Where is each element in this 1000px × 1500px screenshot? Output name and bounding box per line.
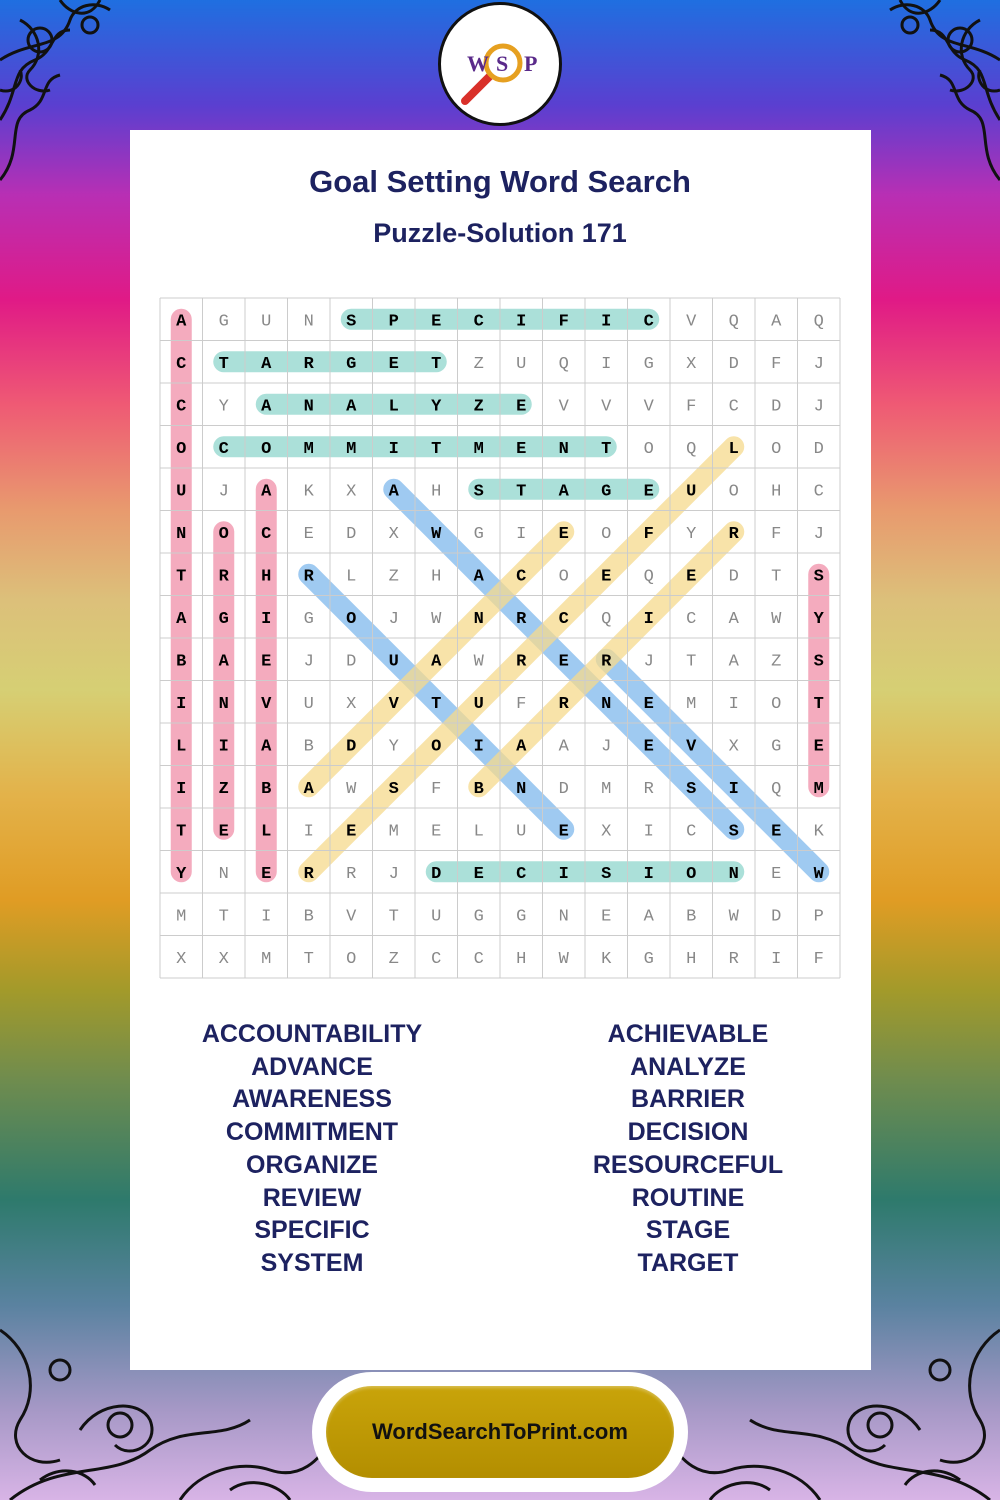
grid-cell[interactable]: V [686,737,697,757]
word-list-item: RESOURCEFUL [592,1150,784,1179]
grid-cell[interactable]: F [431,779,442,799]
grid-cell[interactable]: U [431,907,442,927]
grid-cell[interactable]: C [558,609,569,629]
grid-cell[interactable]: E [431,822,442,842]
grid-cell[interactable]: N [218,864,229,884]
grid-cell[interactable]: T [388,907,399,927]
grid-cell[interactable]: U [303,694,314,714]
grid-cell[interactable]: H [516,949,527,969]
grid-cell[interactable]: G [473,524,484,544]
grid-cell[interactable]: F [771,354,782,374]
word-list-item: TARGET [637,1248,739,1277]
grid-cell[interactable]: S [346,312,357,332]
grid-cell[interactable]: O [176,439,187,459]
grid-cell[interactable]: E [643,694,654,714]
grid-cell[interactable]: F [516,694,527,714]
grid-cell[interactable]: V [601,397,612,417]
grid-cell[interactable]: A [558,482,569,502]
grid-cell[interactable]: Z [473,354,484,374]
grid-cell[interactable]: G [516,907,527,927]
grid-cell[interactable]: V [558,397,569,417]
grid-cell[interactable]: Q [771,779,782,799]
grid-cell[interactable]: S [388,779,399,799]
grid-cell[interactable]: P [813,907,824,927]
grid-cell[interactable]: B [303,737,314,757]
grid-cell[interactable]: E [813,737,824,757]
grid-cell[interactable]: R [516,609,527,629]
grid-cell[interactable]: T [431,694,442,714]
grid-cell[interactable]: X [346,482,357,502]
grid-cell[interactable]: B [686,907,697,927]
grid-cell[interactable]: M [176,907,187,927]
grid-cell[interactable]: T [176,822,187,842]
grid-cell[interactable]: U [473,694,484,714]
grid-cell[interactable]: T [218,354,229,374]
grid-cell[interactable]: W [346,779,357,799]
grid-cell[interactable]: H [771,482,782,502]
grid-cell[interactable]: A [516,737,527,757]
grid-cell[interactable]: S [813,652,824,672]
page-title: Goal Setting Word Search [309,164,691,199]
grid-cell[interactable]: Y [431,397,442,417]
grid-cell[interactable]: T [303,949,314,969]
page-subtitle: Puzzle-Solution 171 [373,218,627,248]
grid-cell[interactable]: I [643,609,654,629]
grid-cell[interactable]: C [473,312,484,332]
grid-cell[interactable]: I [516,312,527,332]
grid-cell[interactable]: U [176,482,187,502]
grid-cell[interactable]: A [346,397,357,417]
grid-cell[interactable]: N [516,779,527,799]
grid-cell[interactable]: N [558,907,569,927]
grid-cell[interactable]: E [516,439,527,459]
grid-cell[interactable]: F [558,312,569,332]
grid-cell[interactable]: I [601,312,612,332]
grid-cell[interactable]: J [643,652,654,672]
word-list-item: ROUTINE [631,1183,745,1212]
grid-cell[interactable]: J [813,397,824,417]
grid-cell[interactable]: R [601,652,612,672]
grid-cell[interactable]: R [558,694,569,714]
grid-cell[interactable]: O [346,609,357,629]
grid-cell[interactable]: S [686,779,697,799]
grid-cell[interactable]: W [728,907,739,927]
grid-cell[interactable]: D [728,354,739,374]
grid-cell[interactable]: C [431,949,442,969]
grid-cell[interactable]: L [176,737,187,757]
grid-cell[interactable]: S [728,822,739,842]
grid-cell[interactable]: A [643,907,654,927]
grid-cell[interactable]: M [388,822,399,842]
grid-cell[interactable]: F [813,949,824,969]
word-list-item: ADVANCE [251,1052,373,1081]
grid-cell[interactable]: A [261,397,272,417]
grid-cell[interactable]: X [601,822,612,842]
grid-cell[interactable]: W [813,864,824,884]
grid-cell[interactable]: G [643,949,654,969]
grid-cell[interactable]: U [516,354,527,374]
grid-cell[interactable]: R [728,949,739,969]
grid-cell[interactable]: Y [218,397,229,417]
grid-cell[interactable]: E [388,354,399,374]
word-list-item: ACHIEVABLE [607,1020,769,1048]
grid-cell[interactable]: A [261,737,272,757]
grid-cell[interactable]: W [558,949,569,969]
grid-cell[interactable]: O [218,524,229,544]
grid-cell[interactable]: V [261,694,272,714]
grid-cell[interactable]: G [346,354,357,374]
grid-cell[interactable]: T [686,652,697,672]
word-list-item: SYSTEM [260,1248,364,1277]
grid-cell[interactable]: N [728,864,739,884]
grid-cell[interactable]: J [218,482,229,502]
grid-cell[interactable]: E [601,567,612,587]
grid-cell[interactable]: I [176,779,187,799]
grid-cell[interactable]: M [601,779,612,799]
grid-cell[interactable]: R [643,779,654,799]
grid-cell[interactable]: X [346,694,357,714]
grid-cell[interactable]: G [771,737,782,757]
grid-cell[interactable]: U [516,822,527,842]
grid-cell[interactable]: I [728,779,739,799]
grid-cell[interactable]: E [686,567,697,587]
grid-cell[interactable]: D [346,524,357,544]
grid-cell[interactable]: H [261,567,272,587]
grid-cell[interactable]: I [303,822,314,842]
grid-cell[interactable]: G [218,312,229,332]
grid-cell[interactable]: R [218,567,229,587]
grid-cell[interactable]: I [516,524,527,544]
grid-cell[interactable]: A [728,652,739,672]
grid-cell[interactable]: I [601,354,612,374]
grid-cell[interactable]: Z [388,567,399,587]
grid-cell[interactable]: I [176,694,187,714]
grid-cell[interactable]: E [516,397,527,417]
grid-cell[interactable]: G [473,907,484,927]
grid-cell[interactable]: K [601,949,612,969]
grid-cell[interactable]: C [176,397,187,417]
grid-cell[interactable]: L [728,439,739,459]
grid-cell[interactable]: Z [388,949,399,969]
grid-cell[interactable]: O [346,949,357,969]
grid-cell[interactable]: O [686,864,697,884]
grid-cell[interactable]: D [728,567,739,587]
grid-cell[interactable]: Q [601,609,612,629]
grid-cell[interactable]: O [261,439,272,459]
grid-cell[interactable]: E [601,907,612,927]
grid-cell[interactable]: E [558,822,569,842]
grid-cell[interactable]: O [771,694,782,714]
grid-cell[interactable]: H [431,482,442,502]
grid-cell[interactable]: N [303,312,314,332]
word-list-item: ORGANIZE [246,1150,378,1179]
grid-cell[interactable]: A [473,567,484,587]
word-list-item: STAGE [645,1216,731,1245]
logo-letter-p: P [524,51,538,76]
word-list-left [112,1018,512,1280]
grid-cell[interactable]: O [431,737,442,757]
grid-cell[interactable]: Q [643,567,654,587]
grid-cell[interactable]: R [303,354,314,374]
grid-cell[interactable]: X [176,949,187,969]
grid-cell[interactable]: T [771,567,782,587]
grid-cell[interactable]: A [176,609,187,629]
grid-cell[interactable]: X [388,524,399,544]
grid-cell[interactable]: B [176,652,187,672]
grid-cell[interactable]: C [176,354,187,374]
grid-cell[interactable]: A [388,482,399,502]
grid-cell[interactable]: D [771,397,782,417]
grid-cell[interactable]: C [728,397,739,417]
grid-cell[interactable]: O [601,524,612,544]
grid-cell[interactable]: A [558,737,569,757]
grid-cell[interactable]: K [303,482,314,502]
grid-cell[interactable]: I [643,864,654,884]
grid-cell[interactable]: E [346,822,357,842]
grid-cell[interactable]: W [771,609,782,629]
grid-cell[interactable]: M [473,439,484,459]
grid-cell[interactable]: W [431,609,442,629]
grid-cell[interactable]: Q [813,312,824,332]
grid-cell[interactable]: G [303,609,314,629]
grid-cell[interactable]: J [813,524,824,544]
grid-cell[interactable]: O [771,439,782,459]
grid-cell[interactable]: E [558,652,569,672]
grid-cell[interactable]: S [473,482,484,502]
grid-cell[interactable]: Z [771,652,782,672]
grid-cell[interactable]: M [686,694,697,714]
grid-cell[interactable]: W [431,524,442,544]
word-list-right [488,1018,888,1280]
grid-cell[interactable]: R [516,652,527,672]
grid-cell[interactable]: R [728,524,739,544]
grid-cell[interactable]: J [303,652,314,672]
grid-cell[interactable]: E [558,524,569,544]
grid-cell[interactable]: R [346,864,357,884]
grid-cell[interactable]: D [346,737,357,757]
grid-cell[interactable]: B [261,779,272,799]
grid-cell[interactable]: O [558,567,569,587]
grid-cell[interactable]: U [686,482,697,502]
grid-cell[interactable]: Q [686,439,697,459]
grid-cell[interactable]: I [771,949,782,969]
grid-cell[interactable]: L [261,822,272,842]
grid-cell[interactable]: I [643,822,654,842]
grid-cell[interactable]: C [516,864,527,884]
grid-cell[interactable]: E [643,482,654,502]
site-link-button[interactable] [312,1372,688,1492]
grid-cell[interactable]: V [346,907,357,927]
grid-cell[interactable]: J [601,737,612,757]
grid-cell[interactable]: N [176,524,187,544]
grid-cell[interactable]: X [218,949,229,969]
grid-cell[interactable]: C [218,439,229,459]
grid-cell[interactable]: S [601,864,612,884]
grid-cell[interactable]: X [728,737,739,757]
grid-cell[interactable]: D [771,907,782,927]
word-list-item: REVIEW [262,1183,362,1212]
grid-cell[interactable]: E [643,737,654,757]
grid-cell[interactable]: O [643,439,654,459]
grid-cell[interactable]: A [176,312,187,332]
grid-cell[interactable]: V [686,312,697,332]
grid-cell[interactable]: L [473,822,484,842]
grid-cell[interactable]: N [218,694,229,714]
grid-cell[interactable]: C [473,949,484,969]
grid-cell[interactable]: U [261,312,272,332]
grid-cell[interactable]: T [813,694,824,714]
grid-cell[interactable]: C [686,822,697,842]
grid-cell[interactable]: A [431,652,442,672]
grid-cell[interactable]: E [771,864,782,884]
word-list-item: BARRIER [631,1085,745,1114]
word-list-item: AWARENESS [232,1085,392,1114]
grid-cell[interactable]: R [303,567,314,587]
grid-cell[interactable]: N [601,694,612,714]
grid-cell[interactable]: K [813,822,824,842]
grid-cell[interactable]: F [771,524,782,544]
grid-cell[interactable]: N [303,397,314,417]
grid-cell[interactable]: A [218,652,229,672]
grid-cell[interactable]: I [218,737,229,757]
grid-cell[interactable]: E [261,652,272,672]
grid-cell[interactable]: B [473,779,484,799]
grid-cell[interactable]: D [558,779,569,799]
grid-cell[interactable]: Z [473,397,484,417]
grid-cell[interactable]: N [473,609,484,629]
grid-cell[interactable]: E [303,524,314,544]
grid-cell[interactable]: U [388,652,399,672]
grid-cell[interactable]: J [813,354,824,374]
grid-cell[interactable]: C [813,482,824,502]
grid-cell[interactable]: P [388,312,399,332]
grid-cell[interactable]: D [346,652,357,672]
grid-cell[interactable]: C [261,524,272,544]
grid-cell[interactable]: H [431,567,442,587]
grid-cell[interactable]: Y [388,737,399,757]
logo-letter-s: S [496,51,509,76]
grid-cell[interactable]: M [813,779,824,799]
grid-cell[interactable]: C [686,609,697,629]
grid-cell[interactable]: C [516,567,527,587]
grid-cell[interactable]: Y [813,609,824,629]
grid-cell[interactable]: M [346,439,357,459]
grid-cell[interactable]: J [388,864,399,884]
grid-cell[interactable]: T [516,482,527,502]
grid-cell[interactable]: I [261,907,272,927]
grid-cell[interactable]: L [388,397,399,417]
grid-cell[interactable]: T [176,567,187,587]
grid-cell[interactable]: I [473,737,484,757]
grid-cell[interactable]: F [686,397,697,417]
grid-cell[interactable]: D [431,864,442,884]
grid-cell[interactable]: T [601,439,612,459]
grid-cell[interactable]: E [218,822,229,842]
word-list-item: ACCOUNTABILITY [201,1020,423,1048]
site-link-label: WordSearchToPrint.com [326,1386,674,1478]
grid-cell[interactable]: M [303,439,314,459]
grid-cell[interactable]: B [303,907,314,927]
grid-cell[interactable]: E [473,864,484,884]
grid-cell[interactable]: A [771,312,782,332]
grid-cell[interactable]: G [218,609,229,629]
grid-cell[interactable]: N [558,439,569,459]
grid-cell[interactable]: R [303,864,314,884]
grid-cell[interactable]: E [431,312,442,332]
grid-cell[interactable]: Q [728,312,739,332]
grid-cell[interactable]: T [218,907,229,927]
grid-cell[interactable]: E [261,864,272,884]
grid-cell[interactable]: T [431,354,442,374]
grid-cell[interactable]: V [388,694,399,714]
grid-cell[interactable]: O [728,482,739,502]
grid-cell[interactable]: I [558,864,569,884]
grid-cell[interactable]: Q [558,354,569,374]
grid-cell[interactable]: A [728,609,739,629]
grid-cell[interactable]: G [601,482,612,502]
grid-cell[interactable]: F [643,524,654,544]
grid-cell[interactable]: C [643,312,654,332]
grid-cell[interactable]: I [388,439,399,459]
grid-cell[interactable]: J [388,609,399,629]
grid-cell[interactable]: W [473,652,484,672]
grid-cell[interactable]: L [346,567,357,587]
word-list-item: ANALYZE [630,1052,746,1081]
grid-cell[interactable]: T [431,439,442,459]
word-list-item: SPECIFIC [254,1216,370,1245]
grid-cell[interactable]: M [261,949,272,969]
grid-cell[interactable]: X [686,354,697,374]
grid-cell[interactable]: S [813,567,824,587]
grid-cell[interactable]: A [303,779,314,799]
grid-cell[interactable]: H [686,949,697,969]
grid-cell[interactable]: A [261,482,272,502]
grid-cell[interactable]: A [261,354,272,374]
grid-cell[interactable]: E [771,822,782,842]
grid-cell[interactable]: Y [176,864,187,884]
word-list-item: DECISION [627,1118,749,1147]
grid-cell[interactable]: I [728,694,739,714]
word-list-item: COMMITMENT [225,1118,399,1147]
grid-cell[interactable]: V [643,397,654,417]
grid-cell[interactable]: G [643,354,654,374]
grid-cell[interactable]: D [813,439,824,459]
logo-letter-w: W [467,51,489,76]
grid-cell[interactable]: I [261,609,272,629]
grid-cell[interactable]: Y [686,524,697,544]
grid-cell[interactable]: Z [218,779,229,799]
